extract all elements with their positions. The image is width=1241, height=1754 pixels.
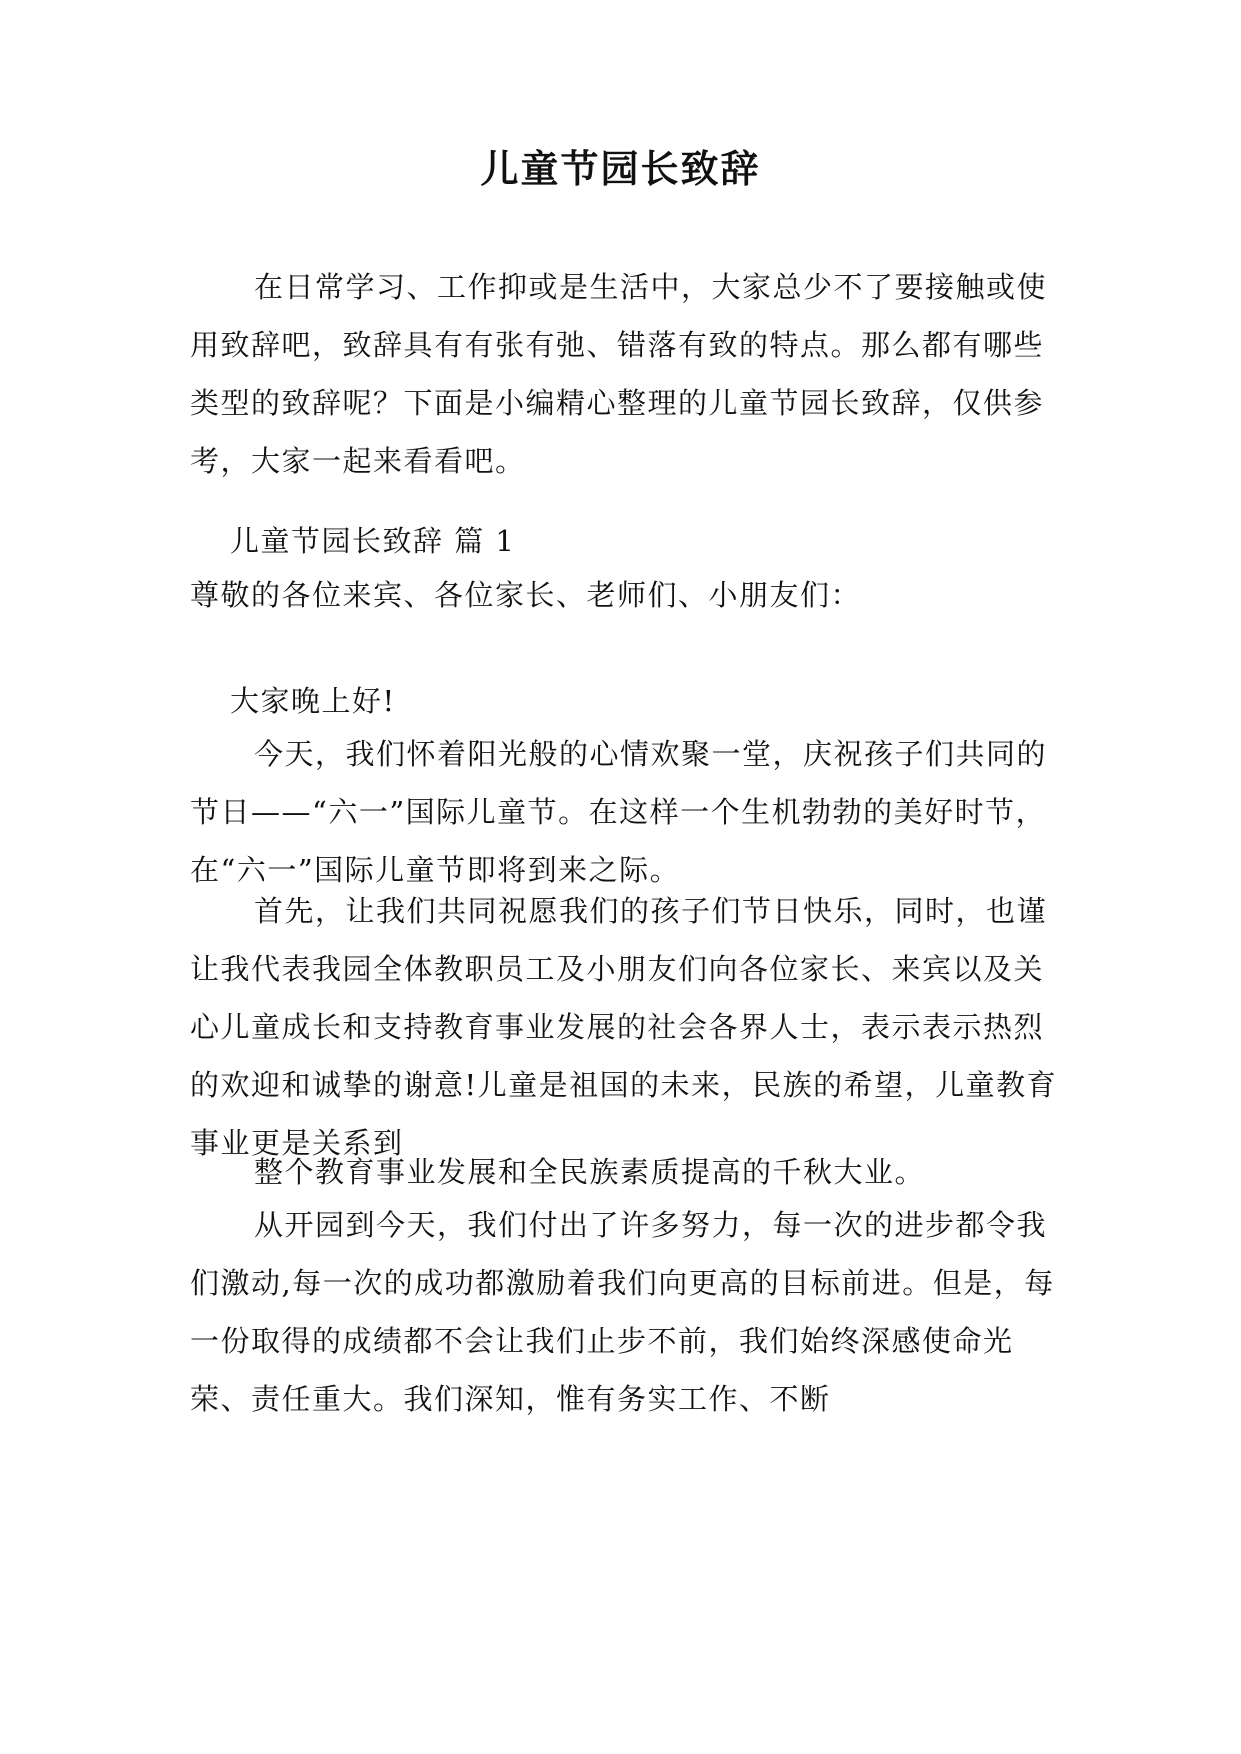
body-paragraph-1: 今天，我们怀着阳光般的心情欢聚一堂，庆祝孩子们共同的节日——“六一”国际儿童节。在这样一个生机勃勃的美好时节，在“六一”国际儿童节即将到来之际。 <box>190 737 1048 887</box>
salutation: 尊敬的各位来宾、各位家长、老师们、小朋友们： <box>190 578 862 612</box>
body-paragraph-2: 首先，让我们共同祝愿我们的孩子们节日快乐，同时，也谨让我代表我园全体教职员工及小朋友们向各位家长、来宾以及关心儿童成长和支持教育事业发展的社会各界人士，表示表示热烈的欢迎和诚挚的谢意!儿童是祖国的未来，民族的希望，儿童教育事业更是关系到 <box>190 894 1058 1160</box>
document-title: 儿童节园长致辞 <box>480 147 761 191</box>
section-heading: 儿童节园长致辞 篇 1 <box>230 524 516 558</box>
body-paragraph-4: 从开园到今天，我们付出了许多努力，每一次的进步都令我们激动,每一次的成功都激励着我们向更高的目标前进。但是，每一份取得的成绩都不会让我们止步不前，我们始终深感使命光荣、责任重大。我们深知，惟有务实工作、不断 <box>190 1208 1055 1416</box>
body-paragraph-3: 整个教育事业发展和全民族素质提高的千秋大业。 <box>254 1155 926 1189</box>
greeting: 大家晚上好! <box>230 684 396 718</box>
intro-paragraph: 在日常学习、工作抑或是生活中，大家总少不了要接触或使用致辞吧，致辞具有有张有弛、错落有致的特点。那么都有哪些类型的致辞呢？下面是小编精心整理的儿童节园长致辞，仅供参考，大家一起来看看吧。 <box>190 270 1048 478</box>
